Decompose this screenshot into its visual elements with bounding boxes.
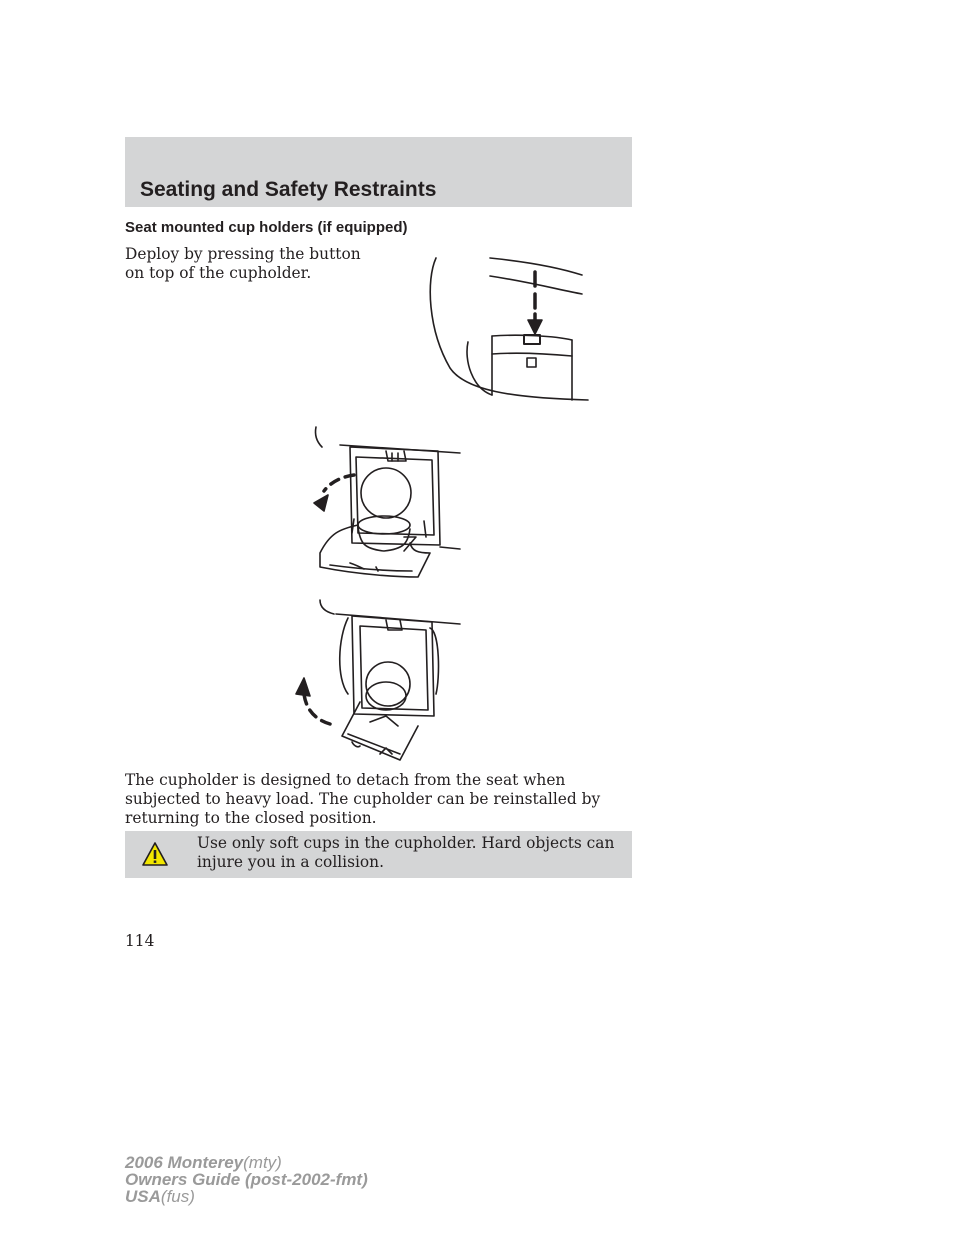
figure-cupholder-closing <box>290 598 470 768</box>
section-title: Seating and Safety Restraints <box>140 178 437 201</box>
footer-guide: Owners Guide (post-2002-fmt) <box>125 1170 368 1189</box>
footer-line-region <box>125 1188 368 1205</box>
footer-line-model <box>125 1154 368 1171</box>
warning-triangle-icon <box>141 841 169 871</box>
footer-line-guide <box>125 1171 368 1188</box>
detach-explanation: The cupholder is designed to detach from the seat when subjected to heavy load. The cupholder can be reinstalled by returning to the closed position. <box>125 771 601 827</box>
figure-cupholder-opening <box>300 425 470 585</box>
warning-box <box>125 831 632 878</box>
footer-document-info <box>125 1154 368 1205</box>
footer-model: 2006 Monterey <box>125 1153 244 1172</box>
deploy-instructions: Deploy by pressing the button on top of the cupholder. <box>125 245 361 282</box>
figure-cupholder-button <box>420 250 590 405</box>
page-number: 114 <box>125 932 155 950</box>
warning-text: Use only soft cups in the cupholder. Hard objects can injure you in a collision. <box>197 834 615 871</box>
footer-region: USA <box>125 1187 161 1206</box>
footer-model-code: (mty) <box>243 1153 282 1172</box>
subheading-cup-holders: Seat mounted cup holders (if equipped) <box>125 219 408 236</box>
footer-region-code: (fus) <box>160 1187 195 1206</box>
